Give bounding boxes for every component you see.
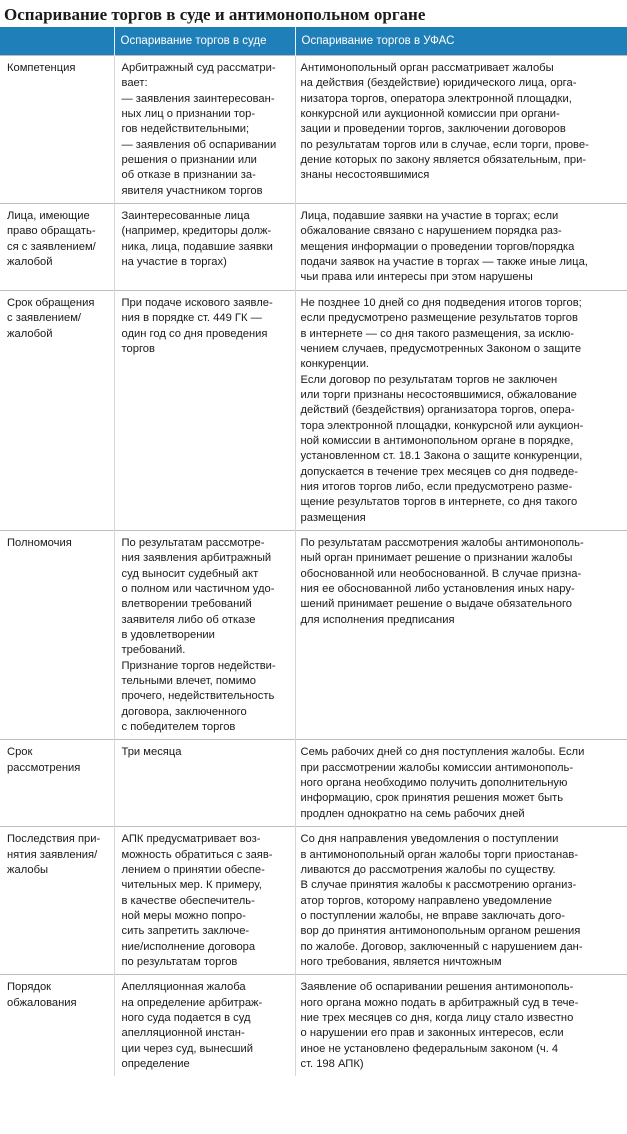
text-line: Порядок (7, 981, 52, 994)
table-header-row (0, 27, 627, 56)
text-line: Компетенция (7, 62, 76, 74)
text-line: (например, кредиторы долж- (121, 225, 272, 238)
text-line: один год со дня проведения (121, 327, 268, 340)
text-line: ст. 198 АПК) (300, 1057, 364, 1070)
text-line: ных лиц о признании тор- (121, 108, 256, 121)
text-line: Последствия при- (7, 833, 101, 846)
text-line: ный орган принимает решение о признании жалобы (300, 552, 573, 565)
table-row (0, 827, 627, 975)
court-cell (114, 204, 295, 291)
text-line: ника, лица, подавшие заявки (121, 240, 273, 253)
text-line: Если договор по результатам торгов не заключен (300, 373, 558, 386)
text-line: договора, заключенного (121, 705, 247, 718)
text-line: установленном ст. 18.1 Закона о защите конкуренции, (300, 450, 583, 463)
text-line: по результатам торгов (121, 955, 238, 968)
text-line: ния итогов торгов либо, если предусмотрено разме- (300, 480, 573, 493)
text-line: Лица, подавшие заявки на участие в торгах; если (300, 210, 559, 223)
text-line: ного суда подается в суд (121, 1011, 251, 1024)
ufas-cell (295, 975, 627, 1077)
text-line: зации и проведении торгов, заключении договоров (300, 123, 566, 136)
text-line: подачи заявок на участие в торгах — также иные лица, (300, 256, 588, 269)
row-label (0, 740, 114, 827)
text-line: Семь рабочих дней со дня поступления жалобы. Если (300, 746, 585, 759)
court-cell (114, 56, 295, 204)
text-line: иное не установлено федеральным законом (ч. 4 (300, 1042, 559, 1055)
text-line: ния заявления арбитражный (121, 552, 272, 565)
text-line: чительных мер. К примеру, (121, 879, 262, 892)
text-line: щение результатов торгов в интернете, со дня такого (300, 496, 578, 509)
text-line: явителя участником торгов (121, 184, 263, 197)
text-line: жалобой (7, 327, 53, 340)
text-line: Лица, имеющие (7, 210, 90, 223)
text-line: если предусмотрено размещение результатов торгов (300, 312, 578, 325)
text-line: вор до принятия антимонопольным органом решения (300, 925, 581, 938)
ufas-cell (295, 740, 627, 827)
text-line: на действия (бездействие) юридического лица, орга- (300, 77, 577, 90)
court-cell (114, 290, 295, 530)
text-line: информацию, срок принятия решения может быть (300, 792, 564, 805)
table-body (0, 56, 627, 1077)
text-line: низатора торгов, оператора электронной площадки, (300, 92, 572, 105)
text-line: Срок (7, 746, 33, 759)
ufas-cell (295, 530, 627, 739)
text-line: Апелляционная жалоба (121, 981, 246, 994)
text-line: с заявлением/ (7, 312, 81, 325)
text-line: определение (121, 1057, 190, 1070)
text-line: заявителя либо об отказе (121, 613, 256, 626)
text-line: дение которых по закону является обязательным, при- (300, 154, 587, 167)
page-title: Оспаривание торгов в суде и антимонопольном органе (4, 5, 426, 24)
text-line: ного требования, является ничтожным (300, 955, 502, 968)
text-line: — заявления об оспаривании (121, 138, 277, 151)
row-label (0, 530, 114, 739)
table-row (0, 530, 627, 739)
table-row (0, 204, 627, 291)
text-line: знаны несостоявшимися (300, 169, 430, 182)
text-line: ние/исполнение договора (121, 940, 256, 953)
text-line: влетворении требований (121, 598, 252, 611)
text-line: мещения информации о проведении торгов/порядка (300, 240, 575, 253)
text-line: можность обратиться с заяв- (121, 848, 273, 861)
text-line: Полномочия (7, 536, 72, 549)
table-row (0, 290, 627, 530)
court-cell (114, 530, 295, 739)
text-line: рассмотрения (7, 761, 81, 774)
text-line: Со дня направления уведомления о поступлении (300, 833, 559, 846)
text-line: вает: (121, 77, 148, 90)
text-line: Признание торгов недействи- (121, 659, 276, 672)
text-line: на определение арбитраж- (121, 996, 263, 1009)
row-label (0, 290, 114, 530)
text-line: о нарушении его прав и законных интересов, если (300, 1027, 564, 1040)
text-line: право обращать- (7, 225, 96, 238)
text-line: ние трех месяцев со дня, когда лицу стало известно (300, 1011, 574, 1024)
table-row (0, 975, 627, 1077)
text-line: жалобы (7, 863, 49, 876)
text-line: ного органа необходимо получить дополнительную (300, 777, 568, 790)
table-row (0, 740, 627, 827)
table-row (0, 56, 627, 204)
row-label (0, 56, 114, 204)
text-line: нятия заявления/ (7, 848, 98, 861)
text-line: При подаче искового заявле- (121, 296, 273, 309)
text-line: торгов (121, 342, 155, 355)
header-ufas: Оспаривание торгов в УФАС (295, 27, 627, 56)
text-line: ной меры можно попро- (121, 909, 246, 922)
ufas-cell (295, 204, 627, 291)
text-line: Не позднее 10 дней со дня подведения итогов торгов; (300, 296, 582, 309)
court-cell (114, 975, 295, 1077)
text-line: или торги признаны несостоявшимися, обжалование (300, 388, 577, 401)
text-line: с победителем торгов (121, 721, 236, 734)
text-line: о поступлении жалобы, не вправе заключать дого- (300, 909, 565, 922)
text-line: обоснованной или необоснованной. В случае призна- (300, 567, 582, 580)
text-line: действий (бездействия) организатора торгов, опера- (300, 404, 575, 417)
court-cell (114, 740, 295, 827)
text-line: по результатам торгов или в случае, если торги, прове- (300, 138, 589, 151)
text-line: прочего, недействительность (121, 690, 275, 703)
text-line: гов недействительными; (121, 123, 250, 136)
text-line: — заявления заинтересован- (121, 92, 275, 105)
text-line: ся с заявлением/ (7, 240, 96, 253)
text-line: конкуренции. (300, 358, 370, 371)
text-line: ной комиссии в антимонопольном органе в порядке, (300, 434, 574, 447)
row-label (0, 827, 114, 975)
court-cell (114, 827, 295, 975)
text-line: ния в порядке ст. 449 ГК — (121, 312, 262, 325)
ufas-cell (295, 56, 627, 204)
header-court: Оспаривание торгов в суде (114, 27, 295, 56)
text-line: в антимонопольный орган жалобы торги приостанав- (300, 848, 579, 861)
text-line: тельными влечет, помимо (121, 675, 256, 688)
text-line: продлен однократно на семь рабочих дней (300, 807, 525, 820)
text-line: ливаются до рассмотрения жалобы по существу. (300, 863, 556, 876)
text-line: конкурсной или аукционной комиссии при органи- (300, 108, 560, 121)
text-line: размещения (300, 511, 366, 524)
text-line: об отказе в признании за- (121, 169, 256, 182)
text-line: жалобой (7, 256, 53, 269)
text-line: обжалование связано с нарушением порядка раз- (300, 225, 562, 238)
text-line: В случае принятия жалобы к рассмотрению организ- (300, 879, 577, 892)
text-line: шений принимает решение о выдаче обязательного (300, 598, 573, 611)
text-line: по жалобе. Договор, заключенный с нарушением дан- (300, 940, 583, 953)
text-line: тора электронной площадки, конкурсной или аукцион- (300, 419, 584, 432)
text-line: ции через суд, вынесший (121, 1042, 254, 1055)
text-line: АПК предусматривает воз- (121, 833, 261, 846)
text-line: По результатам рассмотре- (121, 536, 265, 549)
text-line: суд выносит судебный акт (121, 567, 259, 580)
text-line: для исполнения предписания (300, 613, 455, 626)
text-line: при рассмотрении жалобы комиссии антимонополь- (300, 761, 574, 774)
text-line: о полном или частичном удо- (121, 583, 275, 595)
row-label (0, 204, 114, 291)
text-line: ния ее обоснованной либо установления иных нару- (300, 583, 575, 595)
text-line: апелляционной инстан- (121, 1027, 245, 1040)
header-empty-cell (0, 27, 114, 56)
text-line: в качестве обеспечитель- (121, 894, 255, 907)
text-line: лением о принятии обеспе- (121, 863, 265, 876)
text-line: в интернете — со дня такого размещения, за исклю- (300, 327, 574, 340)
text-line: на участие в торгах) (121, 256, 227, 269)
text-line: обжалования (7, 996, 77, 1009)
text-line: атор торгов, которому направлено уведомление (300, 894, 552, 907)
text-line: Арбитражный суд рассматри- (121, 62, 276, 74)
text-line: чьи права или интересы при этом нарушены (300, 271, 533, 284)
text-line: Три месяца (121, 746, 182, 759)
comparison-table (0, 27, 627, 1076)
ufas-cell (295, 290, 627, 530)
text-line: чением случаев, предусмотренных Законом о защите (300, 342, 582, 355)
text-line: в удовлетворении требований. (121, 629, 215, 657)
ufas-cell (295, 827, 627, 975)
text-line: Заинтересованные лица (121, 210, 250, 223)
text-line: По результатам рассмотрения жалобы антимонополь- (300, 536, 584, 549)
text-line: допускается в течение трех месяцев со дня подведе- (300, 465, 578, 478)
text-line: Антимонопольный орган рассматривает жалобы (300, 62, 554, 74)
text-line: ного органа можно подать в арбитражный суд в тече- (300, 996, 579, 1009)
row-label (0, 975, 114, 1077)
text-line: сить запретить заключе- (121, 925, 250, 938)
text-line: Заявление об оспаривании решения антимонополь- (300, 981, 574, 994)
text-line: Срок обращения (7, 296, 95, 309)
text-line: решения о признании или (121, 154, 257, 167)
